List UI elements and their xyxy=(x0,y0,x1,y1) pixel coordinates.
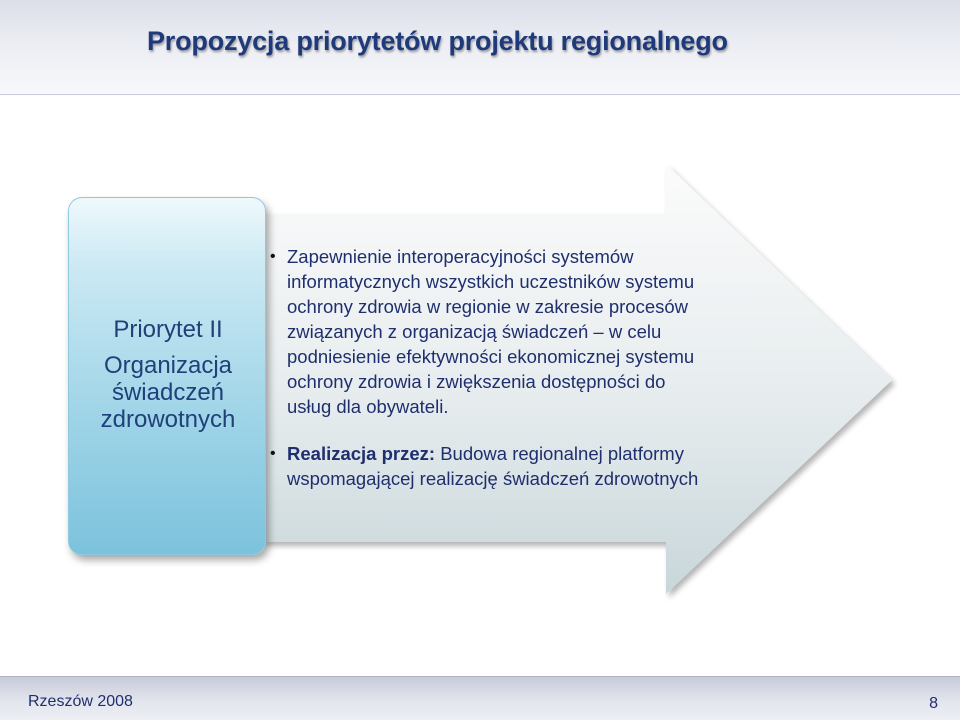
page-number: 8 xyxy=(929,695,938,712)
bullet-item-interoperability xyxy=(266,244,706,419)
bullet-icon: • xyxy=(270,248,276,265)
priority-title: Priorytet II xyxy=(113,316,223,343)
footer-bar xyxy=(0,676,960,720)
bullet-text: Budowa regionalnej platformy wspomagającej realizację świadczeń zdrowotnych xyxy=(287,443,699,489)
bullet-text: Zapewnienie interoperacyjności systemów informatycznych wszystkich uczestników systemu ochrony zdrowia w regionie w zakresie procesów związanych z organizacją świadczeń – w celu podniesienie efektywności ekonomicznej systemu ochrony zdrowia i zwiększenia dostępności do usług dla obywateli. xyxy=(287,246,695,417)
priority-subtitle: Organizacja świadczeń zdrowotnych xyxy=(100,352,236,433)
bullet-bold-label: Realizacja przez: xyxy=(287,443,436,464)
bullet-item-realization xyxy=(266,441,706,491)
footer-location: Rzeszów 2008 xyxy=(28,693,133,710)
priority-box xyxy=(68,197,266,555)
bullet-list xyxy=(266,244,706,491)
priority-text xyxy=(69,316,267,433)
bullet-icon: • xyxy=(270,445,276,462)
slide-title: Propozycja priorytetów projektu regionalnego xyxy=(147,26,728,56)
